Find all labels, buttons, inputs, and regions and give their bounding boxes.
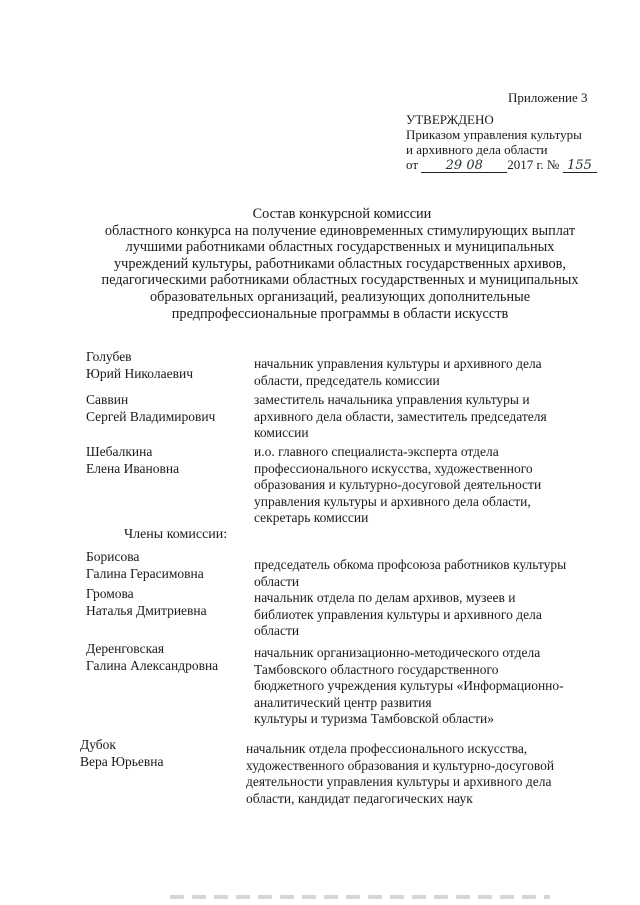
role-line: культуры и туризма Тамбовской области» <box>254 711 495 726</box>
role-line: бюджетного учреждения культуры «Информационно- <box>254 678 564 693</box>
role-line: начальник организационно-методического отдела <box>254 645 541 660</box>
role-line: области <box>254 623 300 638</box>
approved-stamp-text: УТВЕРЖДЕНО <box>406 112 494 127</box>
approval-block <box>406 112 597 173</box>
person-name <box>86 641 218 674</box>
handwritten-date: 29 08 <box>421 158 507 173</box>
members-heading: Члены комиссии: <box>124 527 228 542</box>
person-given-name: Сергей Владимирович <box>86 408 216 424</box>
role-line: области, председатель комиссии <box>254 372 440 388</box>
title-line: областного конкурса на получение единовременных стимулирующих выплат <box>104 222 576 239</box>
person-surname: Голубев <box>86 349 132 364</box>
person-given-name: Вера Юрьевна <box>80 753 164 769</box>
person-role <box>254 356 542 389</box>
person-role <box>254 557 566 590</box>
title-line: лучшими работниками областных государственных и муниципальных <box>125 239 555 256</box>
role-line: и.о. главного специалиста-эксперта отдела <box>254 444 499 459</box>
role-line: секретарь комиссии <box>254 510 369 525</box>
order-date-line <box>406 157 597 173</box>
role-line: библиотек управления культуры и архивного дела <box>254 606 542 622</box>
title-line: педагогическими работниками областных государственных и муниципальных <box>101 272 579 289</box>
person-name <box>80 737 163 770</box>
person-given-name: Наталья Дмитриевна <box>86 602 207 618</box>
document-title <box>60 206 620 322</box>
role-line: деятельности управления культуры и архивного дела <box>246 774 552 789</box>
role-line: Тамбовского областного государственного <box>254 661 499 677</box>
person-given-name: Юрий Николаевич <box>86 365 193 381</box>
role-line: архивного дела области, заместитель председателя <box>254 408 547 424</box>
person-given-name: Галина Герасимовна <box>86 565 204 581</box>
person-surname: Дубок <box>80 737 116 752</box>
role-line: области <box>254 573 300 589</box>
role-line: заместитель начальника управления культуры и <box>254 392 530 407</box>
person-role <box>254 645 564 728</box>
date-prefix: от <box>406 157 419 172</box>
order-line-1: Приказом управления культуры <box>406 127 582 142</box>
title-line: образовательных организаций, реализующих дополнительные <box>149 288 531 305</box>
person-surname: Саввин <box>86 392 129 407</box>
role-line: начальник отдела по делам архивов, музеев и <box>254 590 516 605</box>
person-role <box>254 590 542 640</box>
person-name <box>86 444 179 477</box>
role-line: управления культуры и архивного дела области, <box>254 493 531 509</box>
person-surname: Громова <box>86 586 134 601</box>
role-line: аналитический центр развития <box>254 694 432 710</box>
role-line: начальник отдела профессионального искусства, <box>246 741 528 756</box>
person-name <box>86 392 215 425</box>
person-surname: Борисова <box>86 549 140 564</box>
scan-artifact <box>170 895 550 899</box>
appendix-label: Приложение 3 <box>508 90 588 105</box>
title-line: Состав конкурсной комиссии <box>252 206 432 222</box>
person-given-name: Елена Ивановна <box>86 460 180 476</box>
person-name <box>86 549 204 582</box>
person-role <box>246 741 554 807</box>
role-line: образования и культурно-досуговой деятельности <box>254 477 542 492</box>
person-name <box>86 349 193 382</box>
role-line: профессионального искусства, художественного <box>254 460 533 476</box>
number-sign: № <box>546 157 560 172</box>
order-line-2: и архивного дела области <box>406 142 548 157</box>
person-given-name: Галина Александровна <box>86 657 219 673</box>
role-line: комиссии <box>254 425 309 440</box>
role-line: начальник управления культуры и архивного дела <box>254 356 542 371</box>
role-line: области, кандидат педагогических наук <box>246 790 473 806</box>
person-role <box>254 392 547 442</box>
person-surname: Шебалкина <box>86 444 153 459</box>
role-line: председатель обкома профсоюза работников культуры <box>254 557 567 572</box>
handwritten-order-number: 155 <box>563 158 597 173</box>
order-year: 2017 г. <box>507 157 544 172</box>
person-name <box>86 586 207 619</box>
person-surname: Деренговская <box>86 641 165 656</box>
person-role <box>254 444 541 527</box>
role-line: художественного образования и культурно-досуговой <box>246 757 555 773</box>
title-line: учреждений культуры, работниками областных государственных архивов, <box>114 255 566 272</box>
title-line: предпрофессиональные программы в области искусств <box>171 305 509 322</box>
